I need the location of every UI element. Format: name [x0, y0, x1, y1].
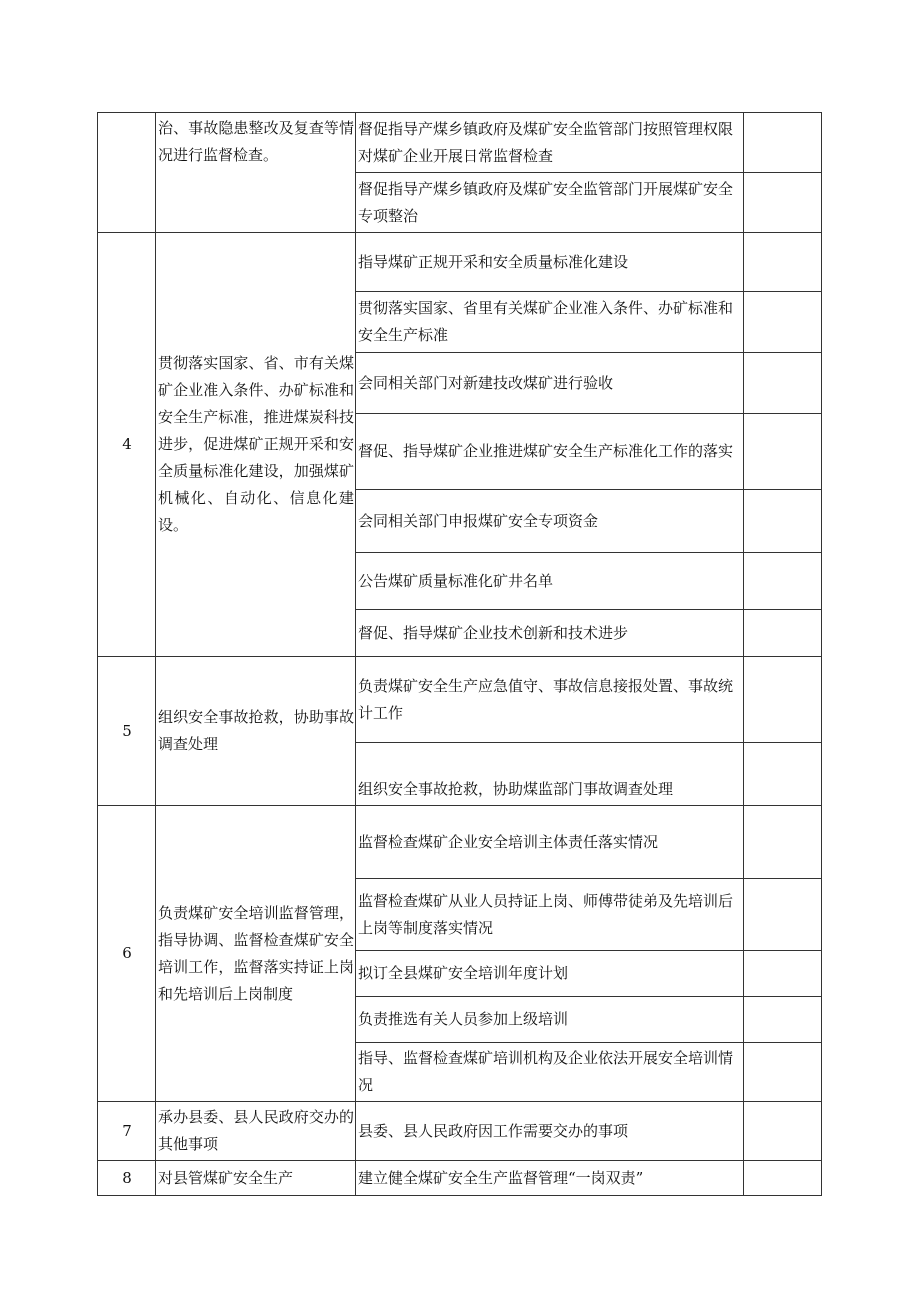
duty-description: 治、事故隐患整改及复查等情况进行监督检查。: [156, 113, 356, 233]
item-number: 4: [98, 233, 156, 657]
remark-cell: [744, 553, 822, 610]
item-number: 6: [98, 806, 156, 1102]
task-cell: 会同相关部门对新建技改煤矿进行验收: [356, 353, 744, 414]
remark-cell: [744, 657, 822, 743]
task-cell: 督促指导产煤乡镇政府及煤矿安全监管部门按照管理权限对煤矿企业开展日常监督检查: [356, 113, 744, 173]
task-cell: 建立健全煤矿安全生产监督管理“一岗双责”: [356, 1161, 744, 1196]
remark-cell: [744, 1161, 822, 1196]
item-number: 7: [98, 1102, 156, 1161]
remark-cell: [744, 1043, 822, 1102]
remark-cell: [744, 233, 822, 292]
remark-cell: [744, 173, 822, 233]
remark-cell: [744, 490, 822, 553]
table-row: [98, 1102, 822, 1161]
duty-description: 负责煤矿安全培训监督管理，指导协调、监督检查煤矿安全培训工作，监督落实持证上岗和先培训后上岗制度: [156, 806, 356, 1102]
remark-cell: [744, 997, 822, 1043]
remark-cell: [744, 743, 822, 806]
task-cell: 负责煤矿安全生产应急值守、事故信息接报处置、事故统计工作: [356, 657, 744, 743]
remark-cell: [744, 1102, 822, 1161]
duty-description: 承办县委、县人民政府交办的其他事项: [156, 1102, 356, 1161]
task-cell: 会同相关部门申报煤矿安全专项资金: [356, 490, 744, 553]
task-cell: 指导、监督检查煤矿培训机构及企业依法开展安全培训情况: [356, 1043, 744, 1102]
task-cell: 县委、县人民政府因工作需要交办的事项: [356, 1102, 744, 1161]
table-row: [98, 113, 822, 173]
remark-cell: [744, 414, 822, 490]
remark-cell: [744, 353, 822, 414]
remark-cell: [744, 806, 822, 879]
item-number: [98, 113, 156, 233]
task-cell: 督促指导产煤乡镇政府及煤矿安全监管部门开展煤矿安全专项整治: [356, 173, 744, 233]
table-row: [98, 1161, 822, 1196]
duty-description: 贯彻落实国家、省、市有关煤矿企业准入条件、办矿标准和安全生产标准，推进煤炭科技进步，促进煤矿正规开采和安全质量标准化建设，加强煤矿机械化、自动化、信息化建设。: [156, 233, 356, 657]
task-cell: 督促、指导煤矿企业推进煤矿安全生产标准化工作的落实: [356, 414, 744, 490]
item-number: 5: [98, 657, 156, 806]
task-cell: 监督检查煤矿从业人员持证上岗、师傅带徒弟及先培训后上岗等制度落实情况: [356, 879, 744, 951]
duty-table: [97, 112, 822, 1196]
remark-cell: [744, 951, 822, 997]
table-row: [98, 233, 822, 292]
table-row: [98, 657, 822, 743]
remark-cell: [744, 113, 822, 173]
task-cell: 督促、指导煤矿企业技术创新和技术进步: [356, 610, 744, 657]
task-cell: 指导煤矿正规开采和安全质量标准化建设: [356, 233, 744, 292]
remark-cell: [744, 292, 822, 353]
task-cell: 拟订全县煤矿安全培训年度计划: [356, 951, 744, 997]
task-cell: 组织安全事故抢救，协助煤监部门事故调查处理: [356, 743, 744, 806]
task-cell: 监督检查煤矿企业安全培训主体责任落实情况: [356, 806, 744, 879]
duty-description: 组织安全事故抢救，协助事故调查处理: [156, 657, 356, 806]
task-cell: 负责推选有关人员参加上级培训: [356, 997, 744, 1043]
remark-cell: [744, 879, 822, 951]
duty-description: 对县管煤矿安全生产: [156, 1161, 356, 1196]
task-cell: 贯彻落实国家、省里有关煤矿企业准入条件、办矿标准和安全生产标准: [356, 292, 744, 353]
remark-cell: [744, 610, 822, 657]
task-cell: 公告煤矿质量标准化矿井名单: [356, 553, 744, 610]
item-number: 8: [98, 1161, 156, 1196]
table-row: [98, 806, 822, 879]
